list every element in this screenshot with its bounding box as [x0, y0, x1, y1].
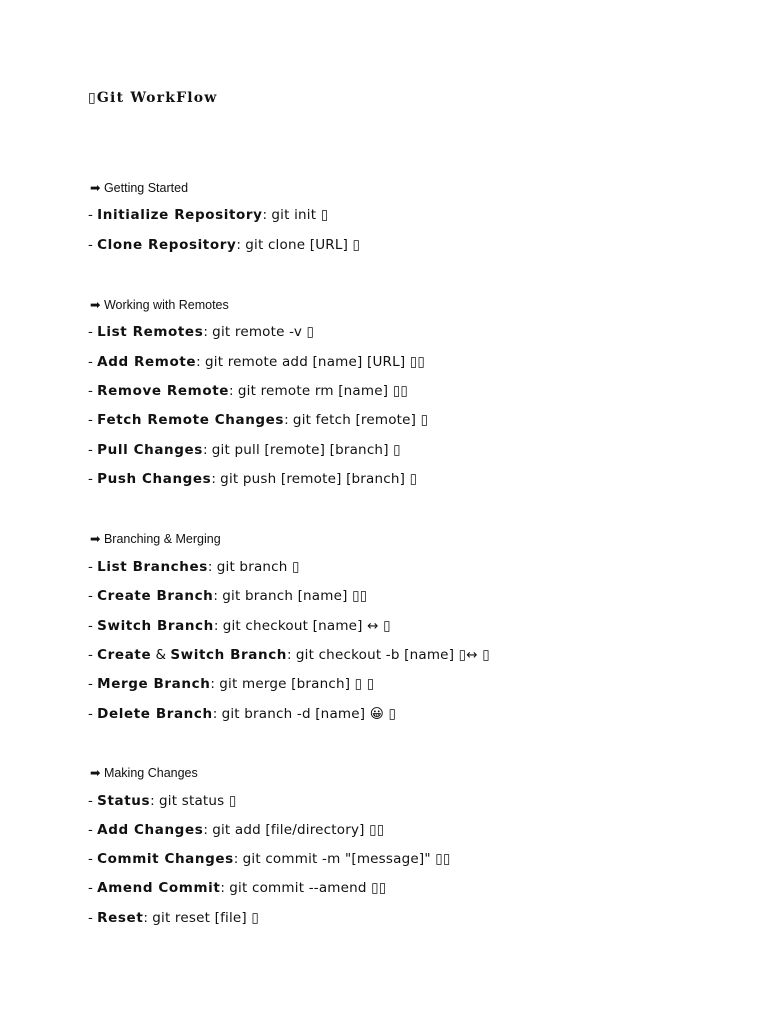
- item-separator: :: [284, 412, 293, 428]
- item-command: git merge [branch] ▯ ▯: [219, 676, 375, 692]
- item-term: Amend Commit: [97, 880, 221, 896]
- list-item: [88, 237, 360, 253]
- item-command: git pull [remote] [branch] ▯: [211, 442, 401, 458]
- item-command: git push [remote] [branch] ▯: [220, 471, 418, 487]
- item-bullet-dash: -: [88, 676, 98, 692]
- item-bullet-dash: -: [88, 383, 98, 399]
- item-command: git remote -v ▯: [212, 324, 315, 340]
- item-separator: :: [196, 354, 205, 370]
- page-title: [88, 90, 218, 106]
- item-term: Switch Branch: [97, 618, 214, 634]
- list-item: [88, 354, 425, 370]
- list-item: [88, 412, 428, 428]
- item-term: Clone Repository: [97, 237, 237, 253]
- item-term: Create Branch: [97, 588, 214, 604]
- item-term: Delete Branch: [97, 706, 213, 722]
- section-heading-making-changes: ➡ Making Changes: [90, 766, 198, 780]
- item-term: Fetch Remote Changes: [97, 412, 285, 428]
- item-separator: :: [287, 647, 296, 663]
- item-separator: :: [150, 793, 160, 809]
- list-item: [88, 207, 328, 223]
- item-bullet-dash: -: [88, 618, 98, 634]
- item-term: Push Changes: [97, 471, 212, 487]
- item-command: git reset [file] ▯: [152, 910, 260, 926]
- item-separator: :: [202, 442, 212, 458]
- item-separator: :: [212, 706, 222, 722]
- item-bullet-dash: -: [88, 324, 98, 340]
- list-item: [88, 618, 391, 634]
- list-item: [88, 559, 300, 575]
- section-heading-branching-merging: ➡ Branching & Merging: [90, 532, 221, 546]
- list-item: [88, 647, 490, 663]
- item-separator: :: [213, 618, 223, 634]
- item-bullet-dash: -: [88, 880, 98, 896]
- list-item: [88, 910, 259, 926]
- item-bullet-dash: -: [88, 237, 98, 253]
- item-separator: &: [151, 647, 171, 663]
- item-bullet-dash: -: [88, 647, 98, 663]
- item-term: Remove Remote: [97, 383, 230, 399]
- item-separator: :: [210, 676, 220, 692]
- item-separator: :: [211, 471, 221, 487]
- item-term: Merge Branch: [97, 676, 211, 692]
- list-item: [88, 442, 401, 458]
- item-term: Initialize Repository: [97, 207, 263, 223]
- item-bullet-dash: -: [88, 412, 98, 428]
- item-separator: :: [233, 851, 243, 867]
- list-item: [88, 706, 396, 722]
- item-command: git checkout -b [name] ▯↔ ▯: [295, 647, 490, 663]
- item-term: Create: [97, 647, 152, 663]
- list-item: [88, 851, 451, 867]
- item-bullet-dash: -: [88, 207, 98, 223]
- list-item: [88, 676, 374, 692]
- item-command: git add [file/directory] ▯▯: [212, 822, 385, 838]
- item-bullet-dash: -: [88, 588, 98, 604]
- item-separator: :: [203, 822, 213, 838]
- item-term: Add Remote: [97, 354, 197, 370]
- item-command: git branch [name] ▯▯: [222, 588, 368, 604]
- item-separator: :: [262, 207, 272, 223]
- item-command: git branch ▯: [216, 559, 300, 575]
- item-command: git branch -d [name] 😀 ▯: [221, 706, 397, 722]
- item-separator: :: [203, 324, 213, 340]
- item-bullet-dash: -: [88, 793, 98, 809]
- title-glyph-icon: ▯: [88, 90, 97, 106]
- title-text: Git WorkFlow: [96, 90, 218, 106]
- item-command: git clone [URL] ▯: [245, 237, 361, 253]
- section-heading-working-with-remotes: ➡ Working with Remotes: [90, 298, 229, 312]
- list-item: [88, 822, 384, 838]
- item-term: Pull Changes: [97, 442, 203, 458]
- item-bullet-dash: -: [88, 851, 98, 867]
- item-bullet-dash: -: [88, 910, 98, 926]
- list-item: [88, 324, 314, 340]
- item-separator: :: [143, 910, 153, 926]
- item-bullet-dash: -: [88, 471, 98, 487]
- item-separator: :: [213, 588, 223, 604]
- item-command: git status ▯: [159, 793, 237, 809]
- item-term: Status: [97, 793, 151, 809]
- item-command: git remote add [name] [URL] ▯▯: [205, 354, 426, 370]
- item-command: git remote rm [name] ▯▯: [237, 383, 408, 399]
- item-separator: :: [236, 237, 246, 253]
- list-item: [88, 793, 237, 809]
- item-command: git checkout [name] ↔ ▯: [222, 618, 391, 634]
- list-item: [88, 471, 417, 487]
- item-bullet-dash: -: [88, 354, 98, 370]
- item-command: git commit --amend ▯▯: [229, 880, 387, 896]
- item-term: Commit Changes: [97, 851, 234, 867]
- item-bullet-dash: -: [88, 559, 98, 575]
- item-term: Switch Branch: [170, 647, 288, 663]
- item-term: Add Changes: [97, 822, 204, 838]
- list-item: [88, 588, 367, 604]
- item-bullet-dash: -: [88, 706, 98, 722]
- item-separator: :: [207, 559, 217, 575]
- item-separator: :: [220, 880, 230, 896]
- item-term: List Remotes: [97, 324, 204, 340]
- item-bullet-dash: -: [88, 822, 98, 838]
- section-heading-getting-started: ➡ Getting Started: [90, 181, 189, 195]
- item-command: git fetch [remote] ▯: [292, 412, 429, 428]
- item-bullet-dash: -: [88, 442, 98, 458]
- list-item: [88, 383, 408, 399]
- item-term: Reset: [97, 910, 144, 926]
- item-separator: :: [229, 383, 238, 399]
- item-term: List Branches: [97, 559, 208, 575]
- item-command: git init ▯: [271, 207, 329, 223]
- list-item: [88, 880, 386, 896]
- item-command: git commit -m "[message]" ▯▯: [242, 851, 451, 867]
